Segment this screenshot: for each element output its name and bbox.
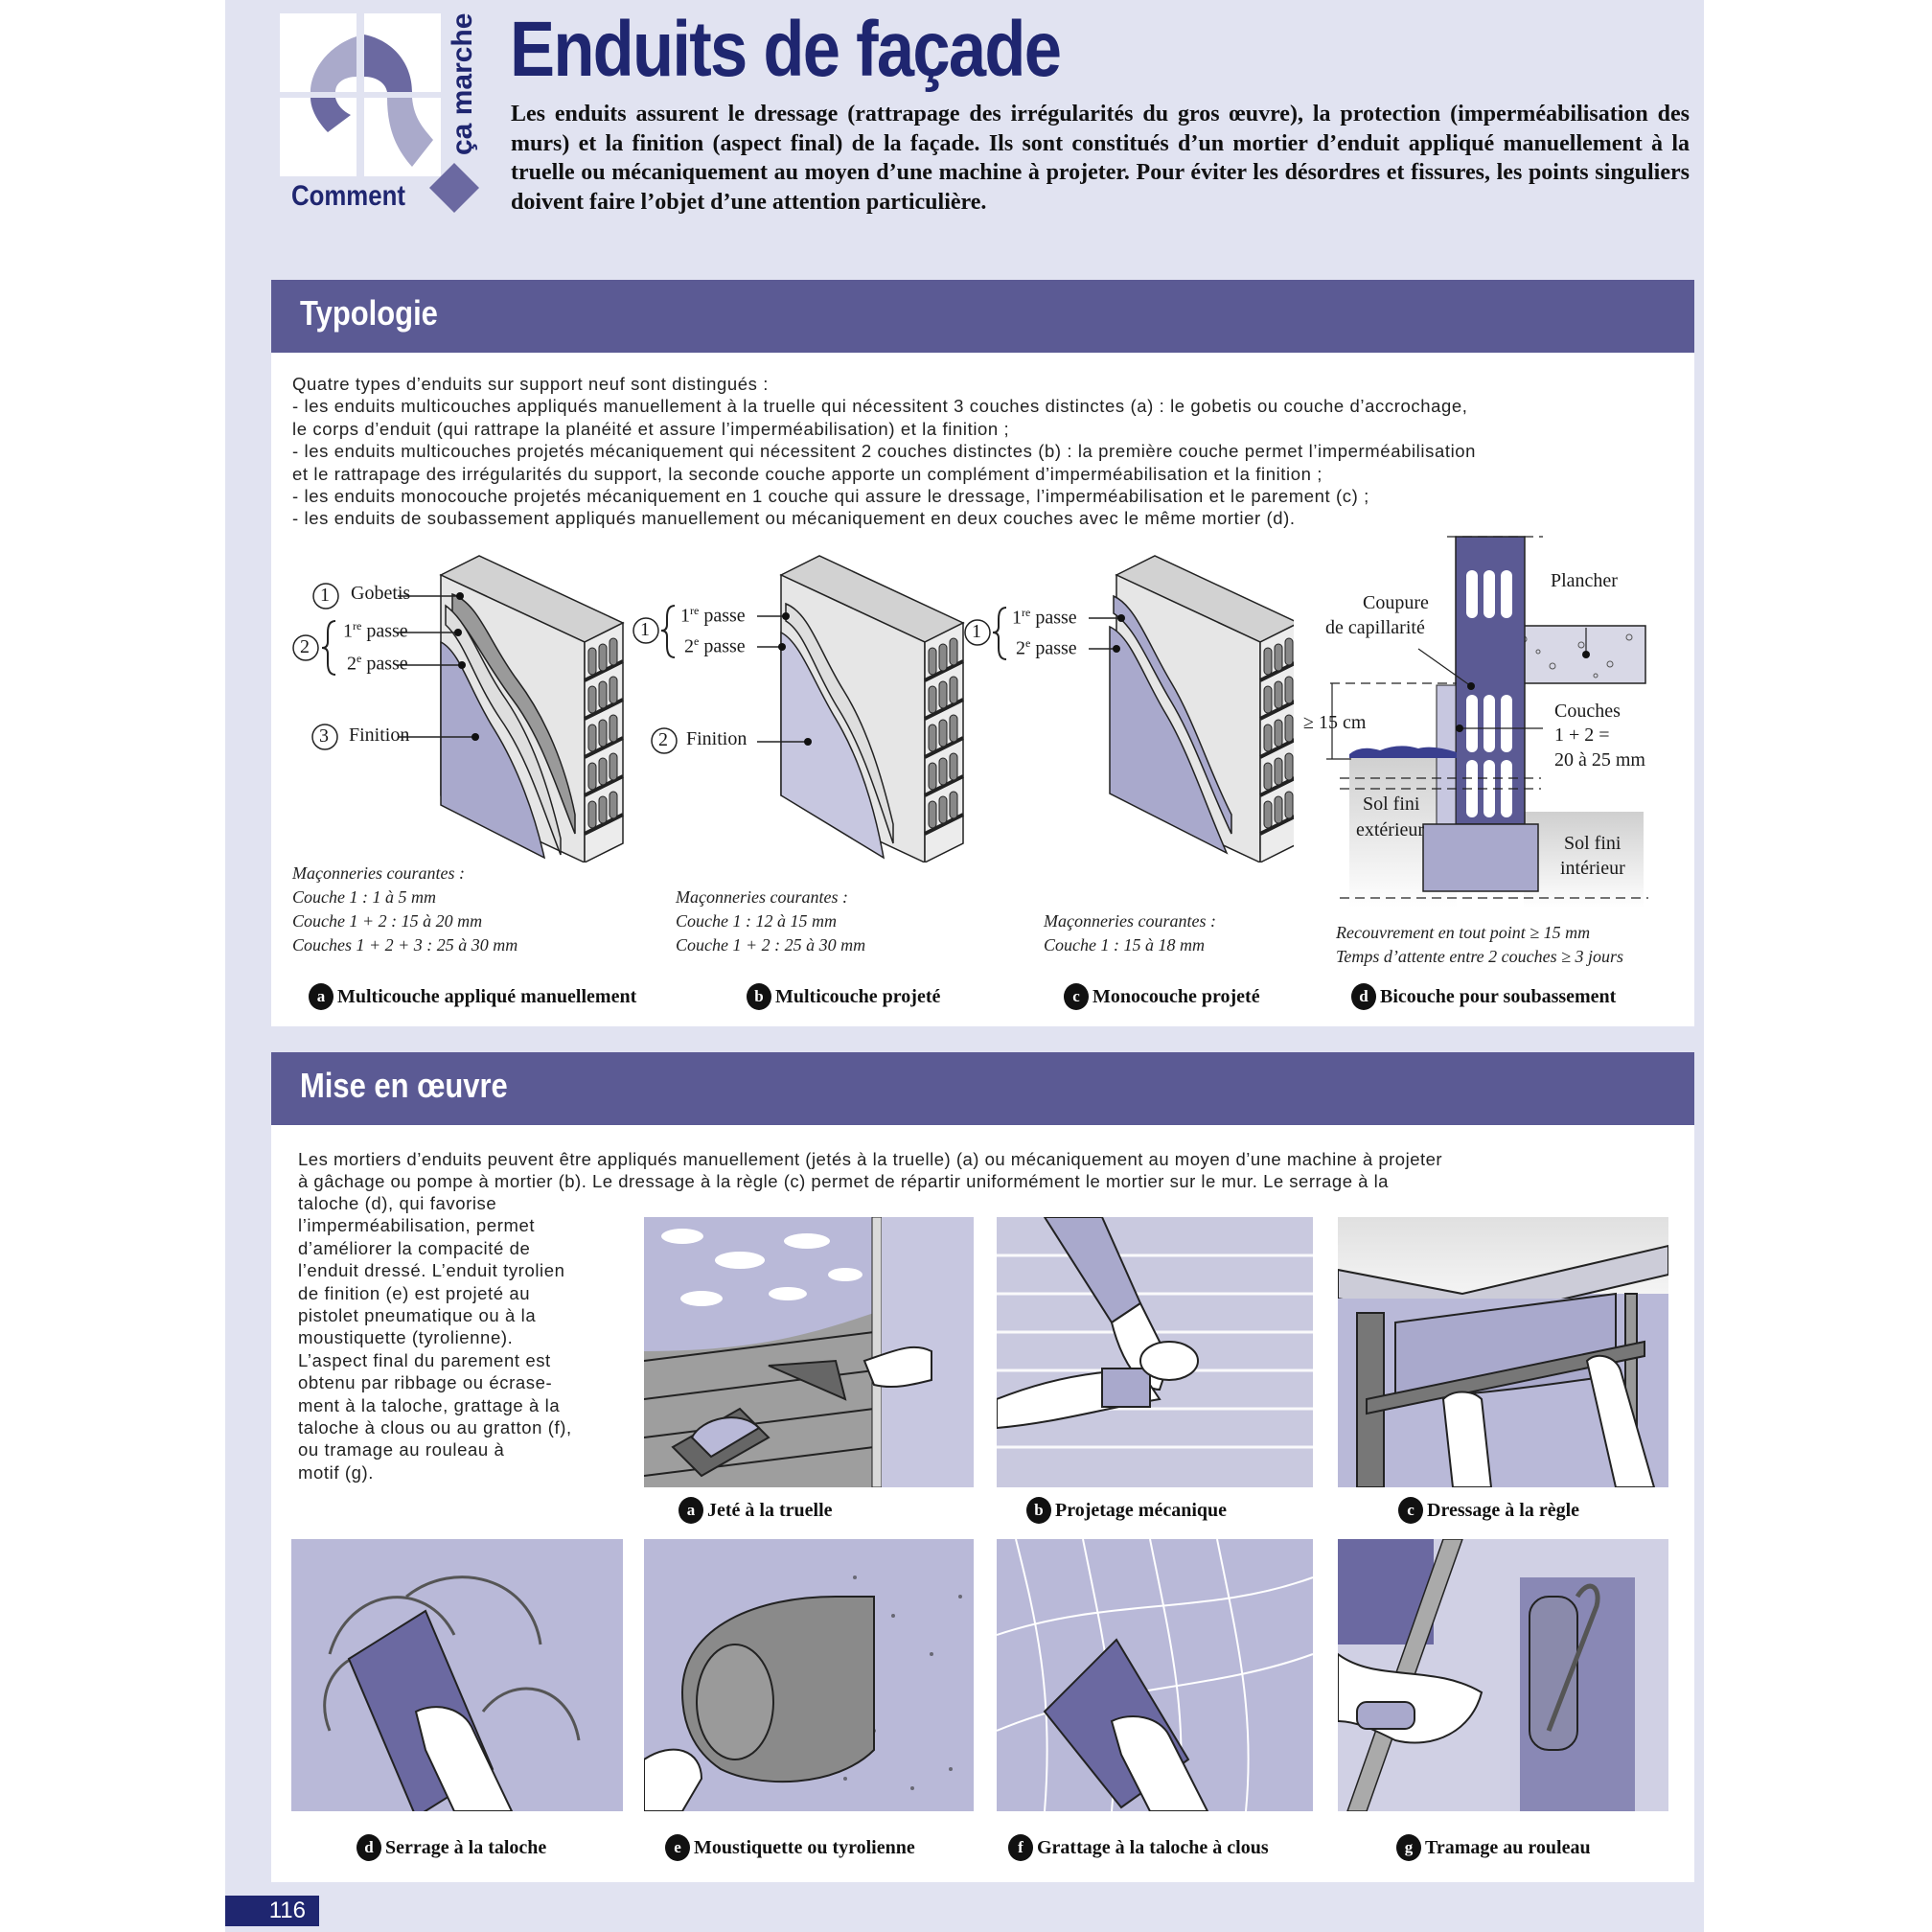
figure-a-notes: Maçonneries courantes : Couche 1 : 1 à 5 mm Couche 1 + 2 : 15 à 20 mm Couches 1 + 2 + 3 : 25 à 30 mm (292, 863, 518, 954)
figure-b-notes: Maçonneries courantes : Couche 1 : 12 à 15 mm Couche 1 + 2 : 25 à 30 mm (676, 887, 866, 954)
label-capillarite: de capillarité (1325, 617, 1425, 638)
typologie-text: Quatre types d’enduits sur support neuf sont distingués : - les enduits multicouches appliqués manuellement à la truelle qui nécessitent 3 couches distinctes (a) : le gobetis ou couche d’accrochage, le corps d’enduit (qui rattrape la planéité et assure l’imperméabilisation) et la finition ; - les enduits multicouches projetés mécaniquement qui nécessitent 2 couches distinctes (b) : la première couche permet l’imperméabilisation et le rattrapage des irrégularités du support, la seconde couche apporte un complément d’imperméabilisation et la finition ; - les enduits monocouche projetés mécaniquement en 1 couche qui assure le dressage, l’imperméabilisation et le parement (c) ; - les enduits de soubassement appliqués manuellement ou mécaniquement en deux couches avec le même mortier (d). (292, 374, 1477, 529)
label-gobetis: Gobetis (351, 583, 411, 604)
figure-c-caption: c Monocouche projeté (1064, 983, 1260, 1010)
figure-b-caption: b Multicouche projeté (747, 983, 940, 1010)
label-1re-passe: 1re passe (680, 604, 746, 627)
wall-layers-diagram-icon (632, 537, 968, 862)
label-height: ≥ 15 cm (1303, 712, 1367, 733)
letter-badge-b: b (747, 983, 771, 1010)
section-header-typologie (271, 280, 1694, 353)
illustration-e-caption: e Moustiquette ou tyrolienne (665, 1834, 915, 1861)
label-couches: Couches (1554, 701, 1621, 722)
page-number: 116 (225, 1896, 319, 1926)
figure-d-caption: d Bicouche pour soubassement (1351, 983, 1616, 1010)
section-header-mise-en-oeuvre (271, 1052, 1694, 1125)
page-title: Enduits de façade (510, 6, 1061, 93)
letter-badge-e: e (665, 1834, 690, 1861)
illustration-e-moustiquette (644, 1539, 974, 1811)
illustration-g-caption: g Tramage au rouleau (1396, 1834, 1591, 1861)
tyrolean-machine-icon (644, 1539, 974, 1811)
letter-badge-f: f (1008, 1834, 1033, 1861)
label-2e-passe: 2e passe (1016, 636, 1077, 659)
figure-c-monocouche-projete: 1 1re passe 2e passe (958, 537, 1294, 862)
paint-roller-icon (1338, 1539, 1668, 1811)
comment-ca-marche-logo-icon (280, 13, 481, 220)
label-2e-passe: 2e passe (684, 634, 746, 657)
wall-layers-diagram-icon (958, 537, 1294, 862)
spray-hose-icon (997, 1217, 1313, 1487)
label-sol-fini-interieur: Sol fini (1564, 833, 1622, 854)
letter-badge-d: d (356, 1834, 381, 1861)
float-trowel-icon (291, 1539, 623, 1811)
illustration-g-tramage-rouleau (1338, 1539, 1668, 1811)
mise-column-text: taloche (d), qui favorise l’imperméabilisation, permet d’améliorer la compacité de l’enduit dressé. L’enduit tyrolien de finition (e) est projeté au pistolet pneumatique ou à la moustiquette (tyrolienne). L’aspect final du parement est obtenu par ribbage ou écrase- ment à la taloche, grattage à la taloche à clous ou au gratton (f), ou tramage au rouleau à motif (g). (298, 1193, 572, 1483)
illustration-b-projetage-mecanique (997, 1217, 1313, 1487)
label-plancher: Plancher (1551, 570, 1618, 591)
figure-a-multicouche-manuel: 1 Gobetis 2 1re passe 2e passe 3 Finition (288, 537, 632, 862)
nail-float-icon (997, 1539, 1313, 1811)
logo-word-comment: Comment (291, 179, 405, 212)
letter-badge-a: a (678, 1497, 703, 1524)
letter-badge-a: a (309, 983, 334, 1010)
letter-badge-b: b (1026, 1497, 1051, 1524)
figure-c-notes: Maçonneries courantes : Couche 1 : 15 à 18 mm (1044, 911, 1216, 954)
letter-badge-c: c (1398, 1497, 1423, 1524)
illustration-d-serrage-taloche (291, 1539, 623, 1811)
letter-badge-c: c (1064, 983, 1089, 1010)
illustration-f-grattage (997, 1539, 1313, 1811)
letter-badge-d: d (1351, 983, 1376, 1010)
label-finition: Finition (686, 728, 748, 749)
label-coupure: Coupure (1363, 592, 1429, 613)
logo-word-ca-marche: ça marche (447, 13, 478, 155)
letter-badge-g: g (1396, 1834, 1421, 1861)
section-title: Mise en œuvre (300, 1066, 508, 1105)
illustration-d-caption: d Serrage à la taloche (356, 1834, 546, 1861)
label-1re-passe: 1re passe (1012, 606, 1077, 629)
illustration-a-caption: a Jeté à la truelle (678, 1497, 833, 1524)
illustration-f-caption: f Grattage à la taloche à clous (1008, 1834, 1269, 1861)
figure-b-multicouche-projete: 1 1re passe 2e passe 2 Finition (632, 537, 968, 862)
figure-a-caption: a Multicouche appliqué manuellement (309, 983, 636, 1010)
mise-intro-text: Les mortiers d’enduits peuvent être appliqués manuellement (jetés à la truelle) (a) ou mécaniquement au moyen d’une machine à projeter à gâchage ou pompe à mortier (b). Le dressage à la règle (c) permet de répartir uniformément le mortier sur le mur. Le serrage à la (298, 1149, 1443, 1192)
figure-d-soubassement-section: Plancher Coupure de capillarité ≥ 15 cm Couches 1 + 2 = 20 à 25 mm Sol fini extérieur Sol fini intérieur (1303, 532, 1687, 915)
figure-d-notes: Recouvrement en tout point ≥ 15 mm Temps d’attente entre 2 couches ≥ 3 jours (1336, 923, 1624, 966)
screed-rule-icon (1338, 1217, 1668, 1487)
label-2e-passe: 2e passe (347, 652, 408, 675)
section-title: Typologie (300, 293, 438, 333)
illustration-c-caption: c Dressage à la règle (1398, 1497, 1579, 1524)
intro-paragraph: Les enduits assurent le dressage (rattrapage des irrégularités du gros œuvre), la protection (imperméabilisation des murs) et la finition (aspect final) de la façade. Ils sont constitués d’un mortier d’enduit appliqué manuellement à la truelle ou mécaniquement au moyen d’une machine à projeter. Pour éviter les désordres et fissures, les points singuliers doivent faire l’objet d’une attention particulière. (511, 102, 1690, 215)
label-finition: Finition (349, 724, 410, 746)
label-sol-fini-exterieur: Sol fini (1363, 794, 1420, 815)
label-1re-passe: 1re passe (343, 619, 408, 642)
illustration-a-jete-truelle (644, 1217, 974, 1487)
wall-layers-diagram-icon (288, 537, 632, 862)
illustration-b-caption: b Projetage mécanique (1026, 1497, 1227, 1524)
trowel-brick-wall-icon (644, 1217, 974, 1487)
illustration-c-dressage-regle (1338, 1217, 1668, 1487)
